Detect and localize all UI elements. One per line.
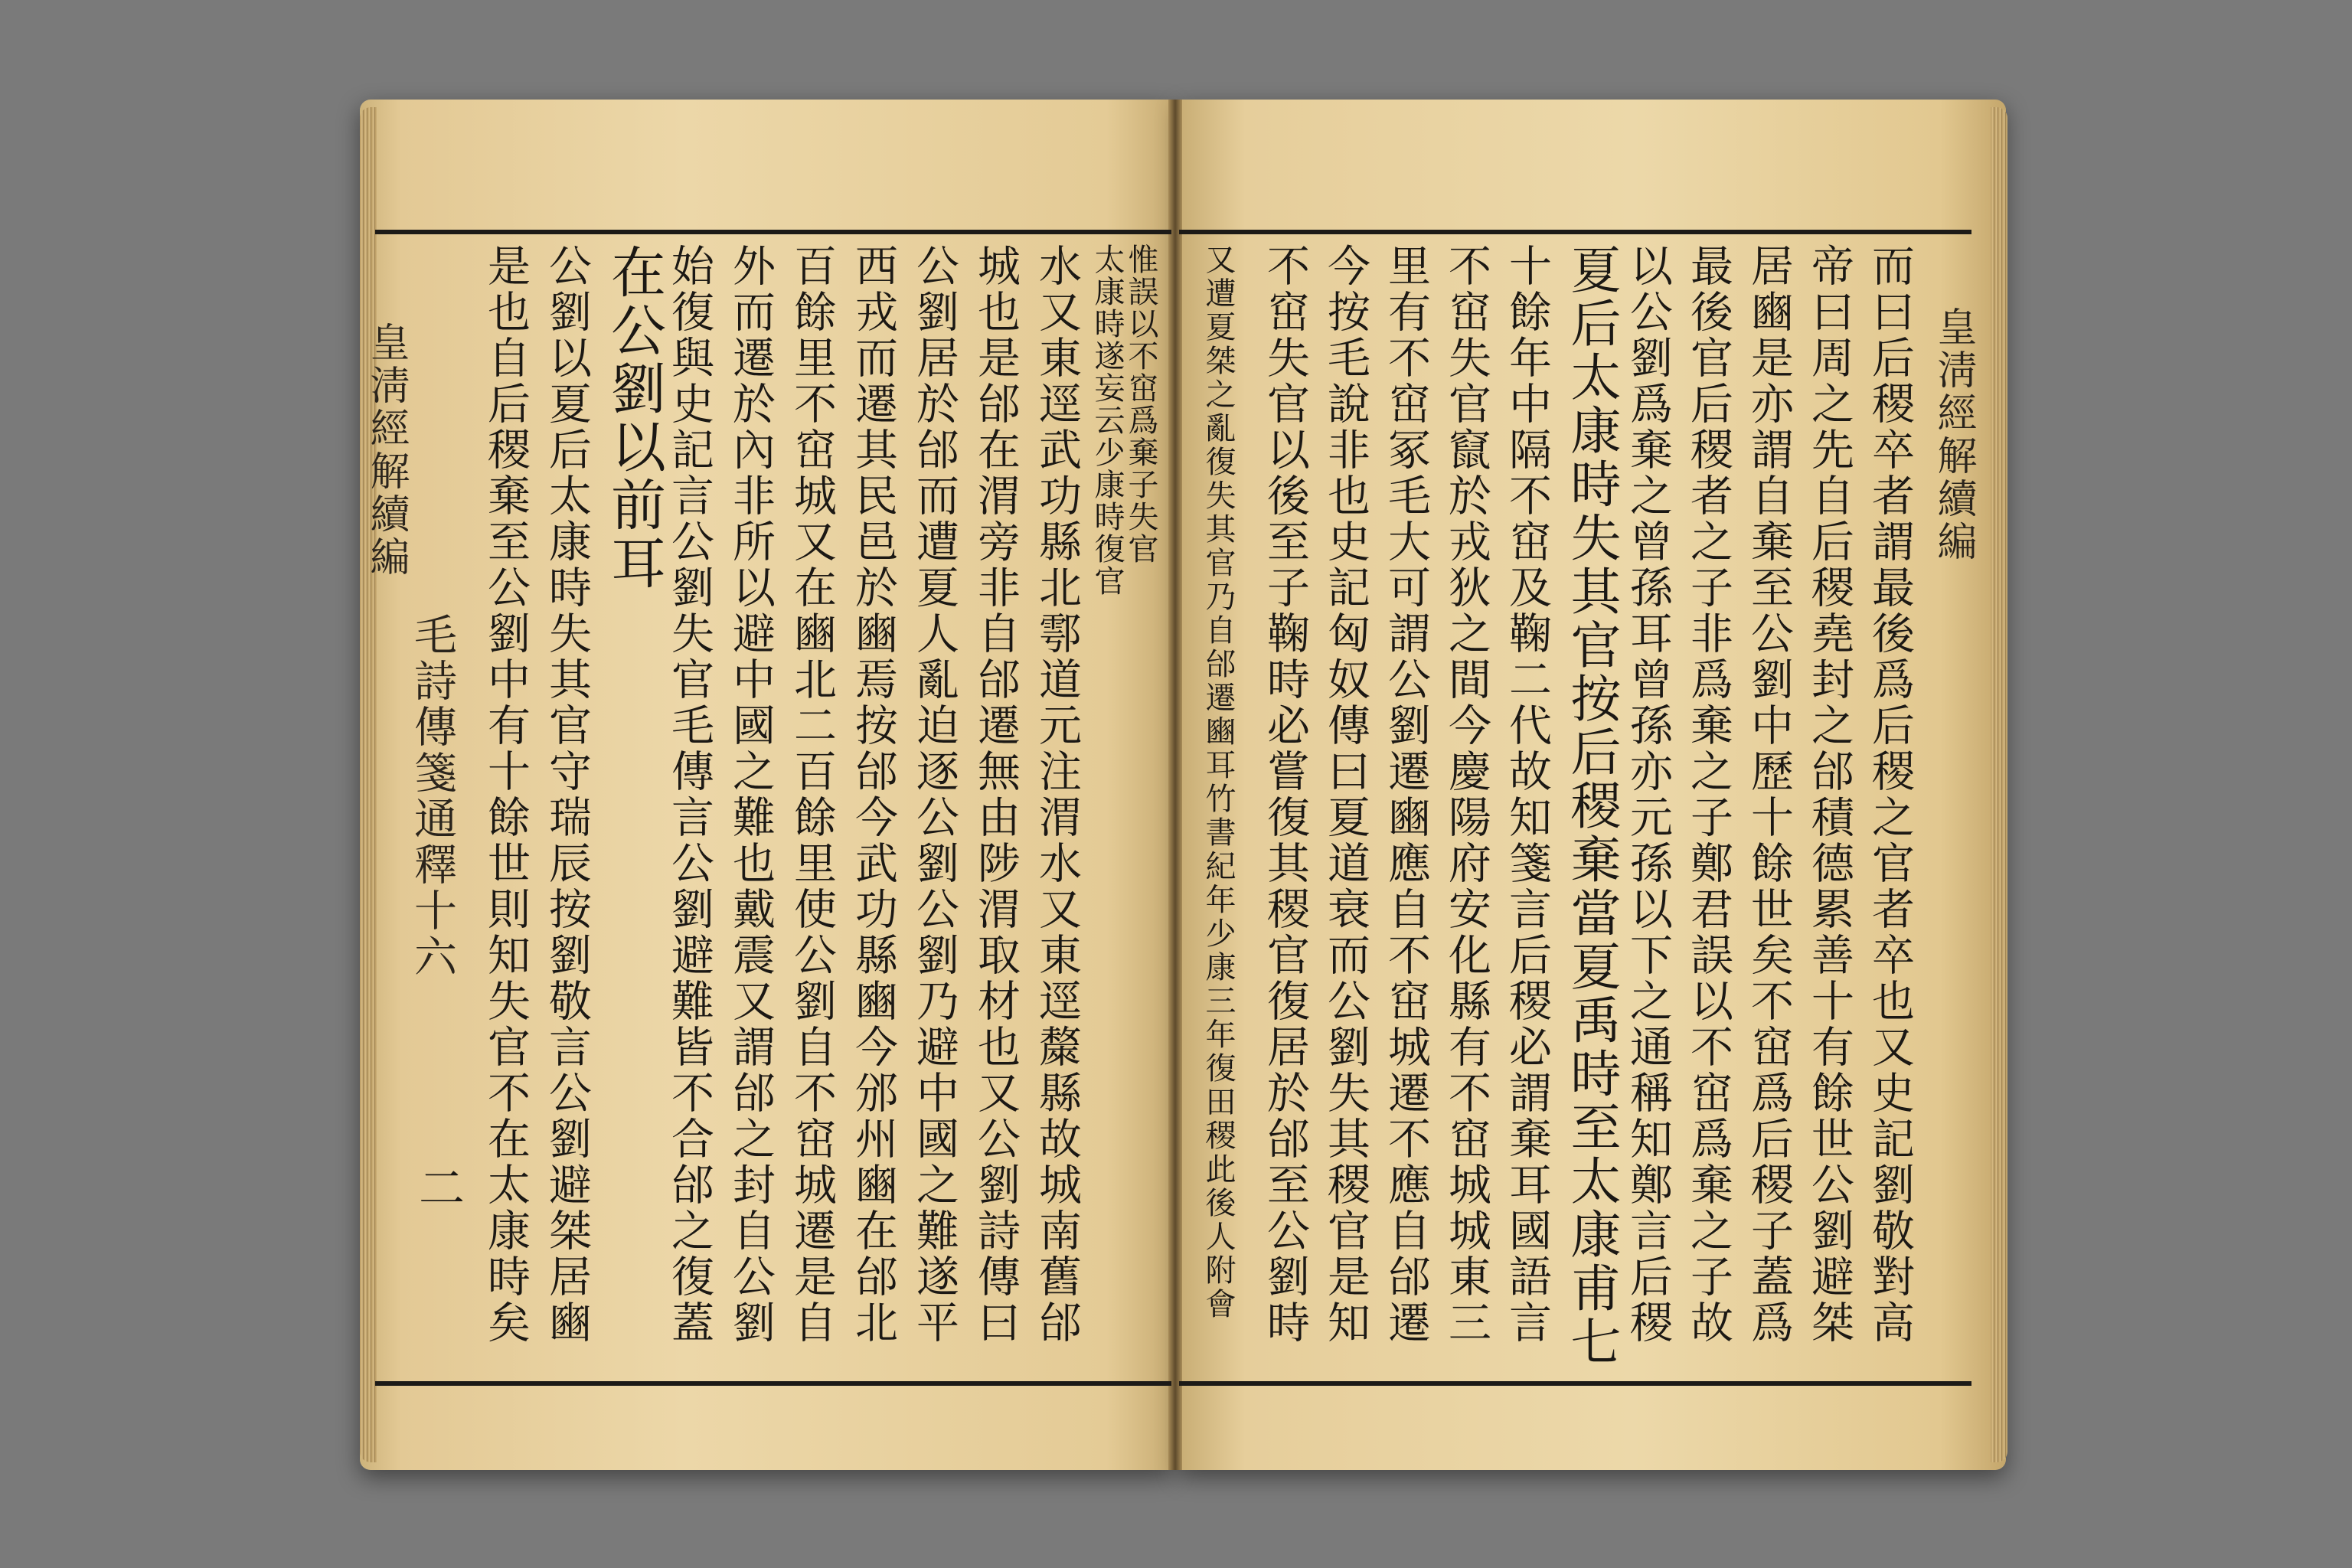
right-text-column: 今按毛說非也史記匈奴傳曰夏道衰而公劉失其稷官是知 [1321, 243, 1370, 1346]
left-margin-title: 皇淸經解續編 [363, 322, 409, 579]
right-page-edge [1991, 107, 2007, 1462]
right-margin-title: 皇淸經解續編 [1930, 306, 1976, 564]
right-text-column: 不窋失官以後至子鞠時必嘗復其稷官復居於邰至公劉時 [1260, 243, 1310, 1346]
left-text-column: 外而遷於內非所以避中國之難也戴震又謂邰之封自公劉 [726, 243, 776, 1346]
right-text-column: 以公劉爲棄之曾孫耳曾孫亦元孫以下之通稱知鄭言后稷 [1623, 243, 1673, 1346]
right-text-column: 夏后太康時失其官按后稷棄當夏禹時至太康甫七 [1562, 243, 1621, 1369]
left-text-column: 是也自后稷棄至公劉中有十餘世則知失官不在太康時矣 [481, 243, 531, 1346]
left-text-column: 水又東逕武功縣北鄠道元注渭水又東逕斄縣故城南舊邰 [1032, 243, 1082, 1346]
right-text-column: 十餘年中隔不窋及鞠二代故知箋言后稷必謂棄耳國語言 [1502, 243, 1552, 1346]
right-text-column: 不窋失官竄於戎狄之間今慶陽府安化縣有不窋城城東三 [1442, 243, 1491, 1346]
left-text-column: 太康時遂妄云少康時復官 [1089, 243, 1125, 597]
left-text-column: 在公劉以前耳 [602, 243, 666, 593]
left-leaf-number: 二 [411, 1164, 465, 1213]
left-page-edge [360, 107, 377, 1462]
left-text-column: 公劉居於邰而遭夏人亂迫逐公劉公劉乃避中國之難遂平 [910, 243, 959, 1346]
left-text-column: 始復與史記言公劉失官毛傳言公劉避難皆不合邰之復蓋 [665, 243, 714, 1346]
left-text-column: 公劉以夏后太康時失其官守瑞辰按劉敬言公劉避桀居豳 [542, 243, 592, 1346]
right-text-column: 最後官后稷者之子非爲棄之子鄭君誤以不窋爲棄之子故 [1684, 243, 1733, 1346]
left-text-column: 西戎而遷其民邑於豳焉按邰今武功縣豳今邠州豳在邰北 [848, 243, 898, 1346]
left-fish-tail-title: 毛詩傳箋通釋十六 [407, 612, 457, 980]
right-text-column: 里有不窋冢毛大可謂公劉遷豳應自不窋城遷不應自邰遷 [1381, 243, 1431, 1346]
right-text-column: 而曰后稷卒者謂最後爲后稷之官者卒也又史記劉敬對高 [1865, 243, 1915, 1346]
right-text-column: 帝曰周之先自后稷堯封之邰積德累善十有餘世公劉避桀 [1805, 243, 1854, 1346]
left-text-column: 城也是邰在渭旁非自邰遷無由陟渭取材也又公劉詩傳曰 [971, 243, 1021, 1346]
right-text-column: 居豳是亦謂自棄至公劉中歷十餘世矣不窋爲后稷子蓋爲 [1744, 243, 1794, 1346]
left-text-column: 百餘里不窋城又在豳北二百餘里使公劉自不窋城遷是自 [787, 243, 837, 1346]
right-text-column: 又遭夏桀之亂復失其官乃自邰遷豳耳竹書紀年少康三年復田稷此後人附會 [1200, 243, 1236, 1321]
left-text-column: 惟誤以不窋爲棄子失官 [1123, 243, 1158, 565]
